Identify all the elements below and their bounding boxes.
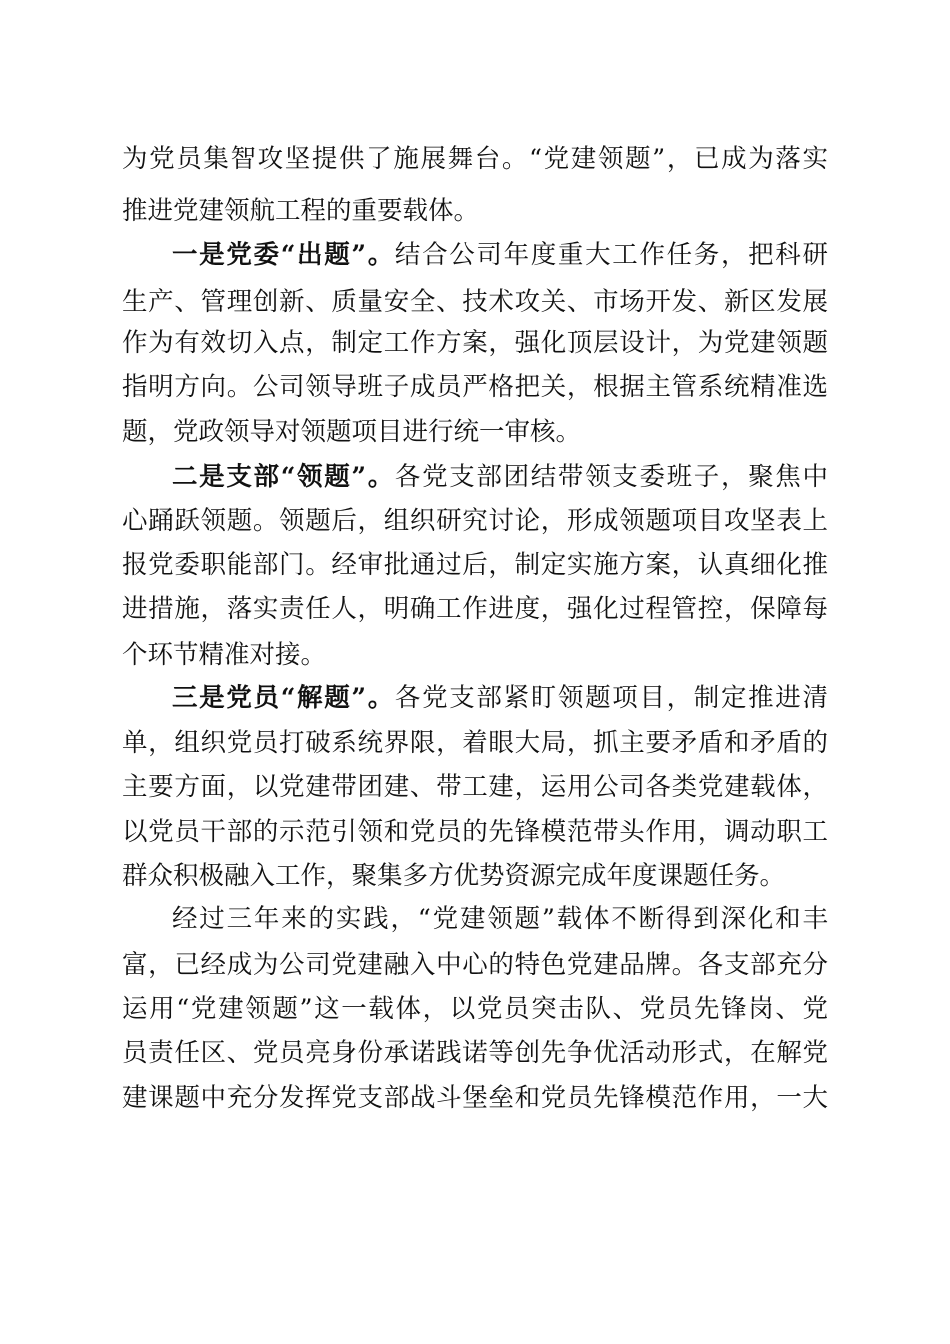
text-line: 生产、管理创新、质量安全、技术攻关、市场开发、新区发展 [122,287,828,317]
text-line: 以党员干部的示范引领和党员的先锋模范带头作用，调动职工 [122,817,828,847]
paragraph-first-line [172,237,828,273]
paragraph-first-line [172,459,828,495]
text-line: 题，党政领导对领题项目进行统一审核。 [122,417,582,447]
text-line: 结合公司年度重大工作任务，把科研 [394,240,828,270]
text-line: 单，组织党员打破系统界限，着眼大局，抓主要矛盾和矛盾的 [122,728,828,758]
text-line: 进措施，落实责任人，明确工作进度，强化过程管控，保障每 [122,594,828,624]
text-line: 个环节精准对接。 [122,640,327,670]
text-line: 指明方向。公司领导班子成员严格把关，根据主管系统精准选 [122,372,828,402]
text-line: 建课题中充分发挥党支部战斗堡垒和党员先锋模范作用，一大 [122,1083,828,1113]
text-line: 运用“党建领题”这一载体，以党员突击队、党员先锋岗、党 [122,994,828,1024]
paragraph-lead: 二是支部“领题”。 [172,462,395,492]
text-line: 员责任区、党员亮身份承诺践诺等创先争优活动形式，在解党 [122,1038,828,1068]
text-line: 群众积极融入工作，聚集多方优势资源完成年度课题任务。 [122,861,786,891]
text-line: 各党支部紧盯领题项目，制定推进清 [394,683,828,713]
text-line: 心踊跃领题。领题后，组织研究讨论，形成领题项目攻坚表上 [122,506,828,536]
text-line: 作为有效切入点，制定工作方案，强化顶层设计，为党建领题 [122,328,828,358]
paragraph-lead: 一是党委“出题”。 [172,240,395,270]
text-line: 主要方面，以党建带团建、带工建，运用公司各类党建载体， [122,772,828,802]
text-line: 各党支部团结带领支委班子，聚焦中 [394,462,828,492]
paragraph-first-line: 经过三年来的实践，“党建领题”载体不断得到深化和丰 [172,904,828,934]
paragraph-lead: 三是党员“解题”。 [172,683,395,713]
text-line: 报党委职能部门。经审批通过后，制定实施方案，认真细化推 [122,550,828,580]
text-line: 推进党建领航工程的重要载体。 [122,196,480,226]
text-line: 为党员集智攻坚提供了施展舞台。“党建领题”，已成为落实 [122,144,828,174]
text-line: 富，已经成为公司党建融入中心的特色党建品牌。各支部充分 [122,950,828,980]
paragraph-first-line [172,680,828,716]
